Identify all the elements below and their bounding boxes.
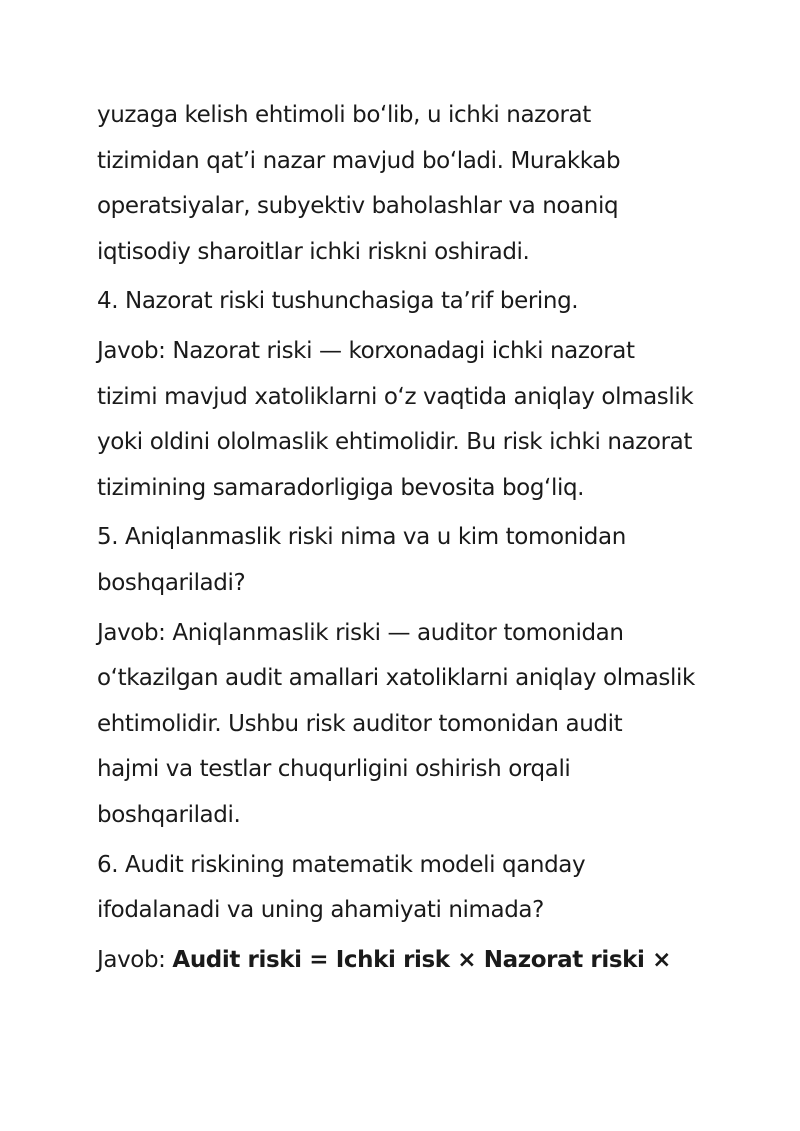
question-6 [97, 843, 737, 934]
text-line: tizimining samaradorligiga bevosita bogʻliq. [97, 474, 585, 501]
text-line: oʻtkazilgan audit amallari xatoliklarni aniqlay olmaslik [97, 665, 695, 692]
text-line: tizimidan qatʼi nazar mavjud boʻladi. Murakkab [97, 147, 621, 174]
text-line: iqtisodiy sharoitlar ichki riskni oshiradi. [97, 238, 530, 265]
text-line: 6. Audit riskining matematik modeli qanday [97, 851, 586, 878]
answer-prefix: Javob: [97, 946, 173, 973]
text-line: ifodalanadi va uning ahamiyati nimada? [97, 897, 544, 924]
text-line: boshqariladi? [97, 569, 246, 596]
text-line: tizimi mavjud xatoliklarni oʻz vaqtida aniqlay olmaslik [97, 383, 694, 410]
question-4 [97, 279, 737, 325]
text-line: boshqariladi. [97, 801, 241, 828]
text-line: yoki oldini ololmaslik ehtimolidir. Bu risk ichki nazorat [97, 429, 692, 456]
text-line: Javob: Aniqlanmaslik riski — auditor tomonidan [97, 619, 624, 646]
question-5 [97, 515, 737, 606]
answer-5 [97, 611, 737, 839]
text-line: yuzaga kelish ehtimoli boʻlib, u ichki nazorat [97, 102, 591, 128]
text-line: Javob: Nazorat riski — korxonadagi ichki nazorat [97, 337, 635, 364]
paragraph-inherent-risk-continuation [97, 93, 737, 275]
text-line: 4. Nazorat riski tushunchasiga taʼrif bering. [97, 288, 579, 315]
text-line [97, 938, 737, 984]
text-line: operatsiyalar, subyektiv baholashlar va noaniq [97, 193, 619, 220]
text-line: ehtimolidir. Ushbu risk auditor tomonidan audit [97, 710, 623, 737]
text-line: 5. Aniqlanmaslik riski nima va u kim tomonidan [97, 524, 626, 551]
text-line: hajmi va testlar chuqurligini oshirish orqali [97, 756, 571, 783]
audit-risk-formula: Audit riski = Ichki risk × Nazorat riski × [172, 946, 671, 973]
answer-6 [97, 938, 737, 984]
document-page [97, 93, 737, 983]
answer-4 [97, 329, 737, 511]
